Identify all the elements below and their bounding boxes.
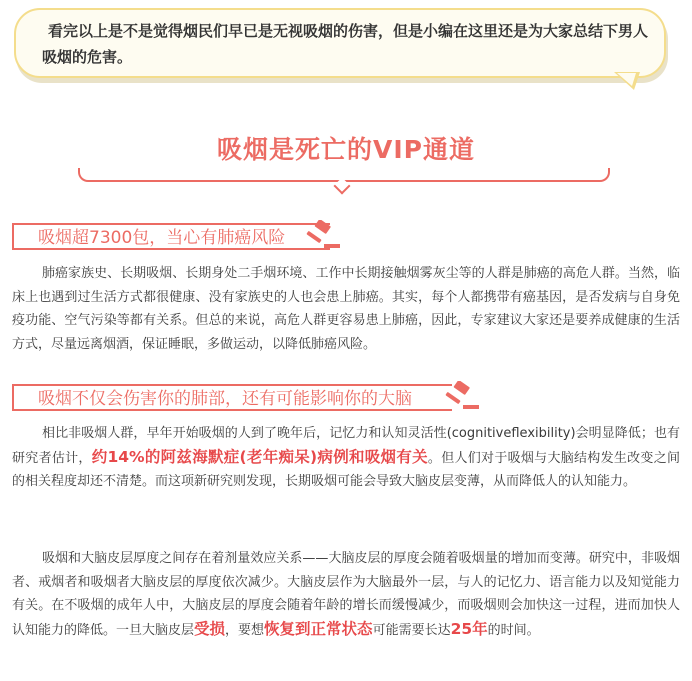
gavel-icon: [441, 381, 481, 413]
bubble-tail-inner: [617, 73, 636, 86]
section-2-p2-text: 吸烟和大脑皮层厚度之间存在着剂量效应关系——大脑皮层的厚度会随着吸烟量的增加而变薄。研究中，非吸烟者、戒烟者和吸烟者大脑皮层的厚度依次减少。大脑皮层作为大脑最外一层，与人的记忆力、语言能力以及知觉能力有关。在不吸烟的成年人中，大脑皮层的厚度会随着年龄的增长而缓慢减少，而吸烟则会加快这一过程，进而加快人认知能力的降低。一旦大脑皮层: [12, 551, 680, 638]
section-2-p2-highlight-1: 受损: [194, 619, 226, 638]
section-1-text: 肺癌家族史、长期吸烟、长期身处二手烟环境、工作中长期接触烟雾灰尘等的人群是肺癌的高危人群。当然，临床上也遇到过生活方式都很健康、没有家族史的人也会患上肺癌。其实，每个人都携带有癌基因，是否发病与自身免疫功能、空气污染等都有关系。但总的来说，高危人群更容易患上肺癌，因此，专家建议大家还是要养成健康的生活方式，尽量远离烟酒，保证睡眠，多做运动，以降低肺癌风险。: [12, 266, 680, 352]
section-2-p2-text-mid2: 可能需要长达: [372, 622, 451, 638]
section-2-p2-highlight-3: 25年: [450, 619, 488, 638]
section-1-heading: 吸烟超7300包，当心有肺癌风险: [38, 228, 286, 248]
section-2-paragraph-2: [12, 547, 680, 642]
section-2-heading-box: [12, 384, 452, 411]
section-2-p1-highlight: 约14%的阿兹海默症(老年痴呆)病例和吸烟有关: [91, 447, 428, 466]
page-title: 吸烟是死亡的VIP通道: [217, 135, 475, 164]
section-1-paragraph: [12, 262, 680, 356]
section-2-paragraph-1: [12, 422, 680, 494]
section-2-p1-text: 相比非吸烟人群，早年开始吸烟的人到了晚年后，记忆力和认知灵活性(cognitiveflexibility)会明显降低；也有研究者估计，: [12, 426, 680, 466]
section-2-p2-highlight-2: 恢复到正常状态: [264, 619, 373, 638]
section-2-heading: 吸烟不仅会伤害你的肺部，还有可能影响你的大脑: [38, 389, 412, 409]
intro-text: 看完以上是不是觉得烟民们早已是无视吸烟的伤害，但是小编在这里还是为大家总结下男人吸烟的危害。: [42, 22, 649, 66]
gavel-icon: [302, 220, 342, 252]
section-2-p2-text-mid: ，要想: [225, 622, 265, 638]
section-2-p2-text-after: 的时间。: [487, 622, 540, 638]
section-2-p1-text-after: 。但人们对于吸烟与大脑结构发生改变之间的相关程度却还不清楚。而这项新研究则发现，长期吸烟可能会导致大脑皮层变薄，从而降低人的认知能力。: [12, 450, 680, 489]
section-1-heading-box: [12, 223, 330, 250]
